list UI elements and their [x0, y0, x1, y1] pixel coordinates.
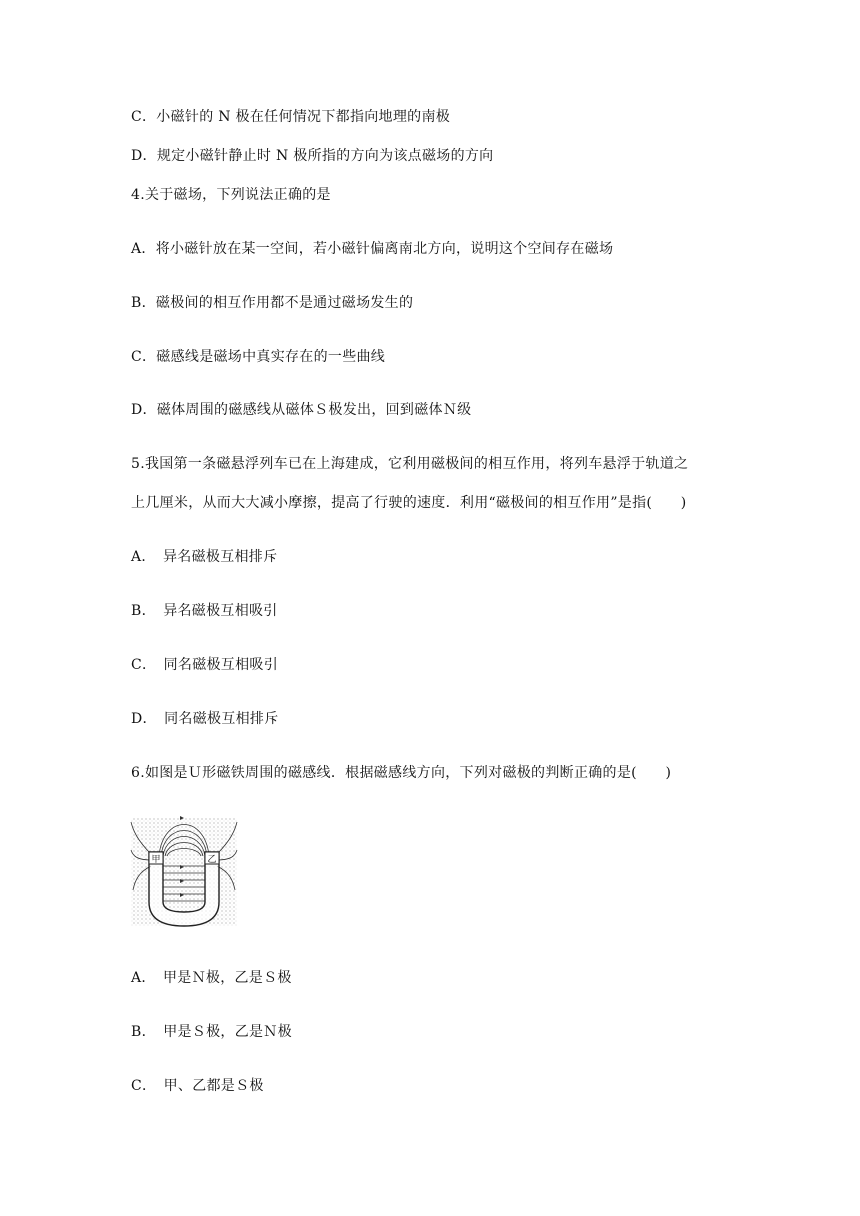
- q5-option-c: C． 同名磁极互相吸引: [131, 657, 279, 673]
- q6-option-a: A． 甲是Ｎ极，乙是Ｓ极: [131, 970, 292, 986]
- q4-option-d: D．磁体周围的磁感线从磁体Ｓ极发出，回到磁体Ｎ级: [131, 402, 472, 418]
- q5-option-b: B． 异名磁极互相吸引: [131, 603, 278, 619]
- q4-option-a: A．将小磁针放在某一空间，若小磁针偏离南北方向，说明这个空间存在磁场: [131, 241, 614, 257]
- q4-option-c: C．磁感线是磁场中真实存在的一些曲线: [131, 349, 386, 365]
- u-magnet-figure: [129, 810, 239, 930]
- iron-filings-background: [131, 818, 237, 926]
- u-magnet-diagram: [129, 810, 239, 930]
- q5-option-a: A． 异名磁极互相排斥: [131, 549, 278, 565]
- q5-stem-line-1: 5.我国第一条磁悬浮列车已在上海建成，它利用磁极间的相互作用，将列车悬浮于轨道之: [131, 456, 689, 472]
- pole-label-left: 甲: [151, 855, 161, 865]
- q3-option-c: C．小磁针的 N 极在任何情况下都指向地理的南极: [131, 109, 451, 125]
- q5-stem-line-2: 上几厘米，从而大大减小摩擦，提高了行驶的速度．利用“磁极间的相互作用”是指( ): [131, 495, 687, 511]
- q3-option-d: D．规定小磁针静止时 N 极所指的方向为该点磁场的方向: [131, 148, 494, 164]
- q4-stem: 4.关于磁场，下列说法正确的是: [131, 187, 331, 203]
- q6-option-c: C． 甲、乙都是Ｓ极: [131, 1078, 264, 1094]
- q4-option-b: B．磁极间的相互作用都不是通过磁场发生的: [131, 295, 414, 311]
- q6-stem: 6.如图是Ｕ形磁铁周围的磁感线．根据磁感线方向，下列对磁极的判断正确的是( ): [131, 765, 672, 781]
- q5-option-d: D． 同名磁极互相排斥: [131, 711, 279, 727]
- q6-option-b: B． 甲是Ｓ极，乙是Ｎ极: [131, 1024, 292, 1040]
- pole-label-right: 乙: [207, 855, 217, 865]
